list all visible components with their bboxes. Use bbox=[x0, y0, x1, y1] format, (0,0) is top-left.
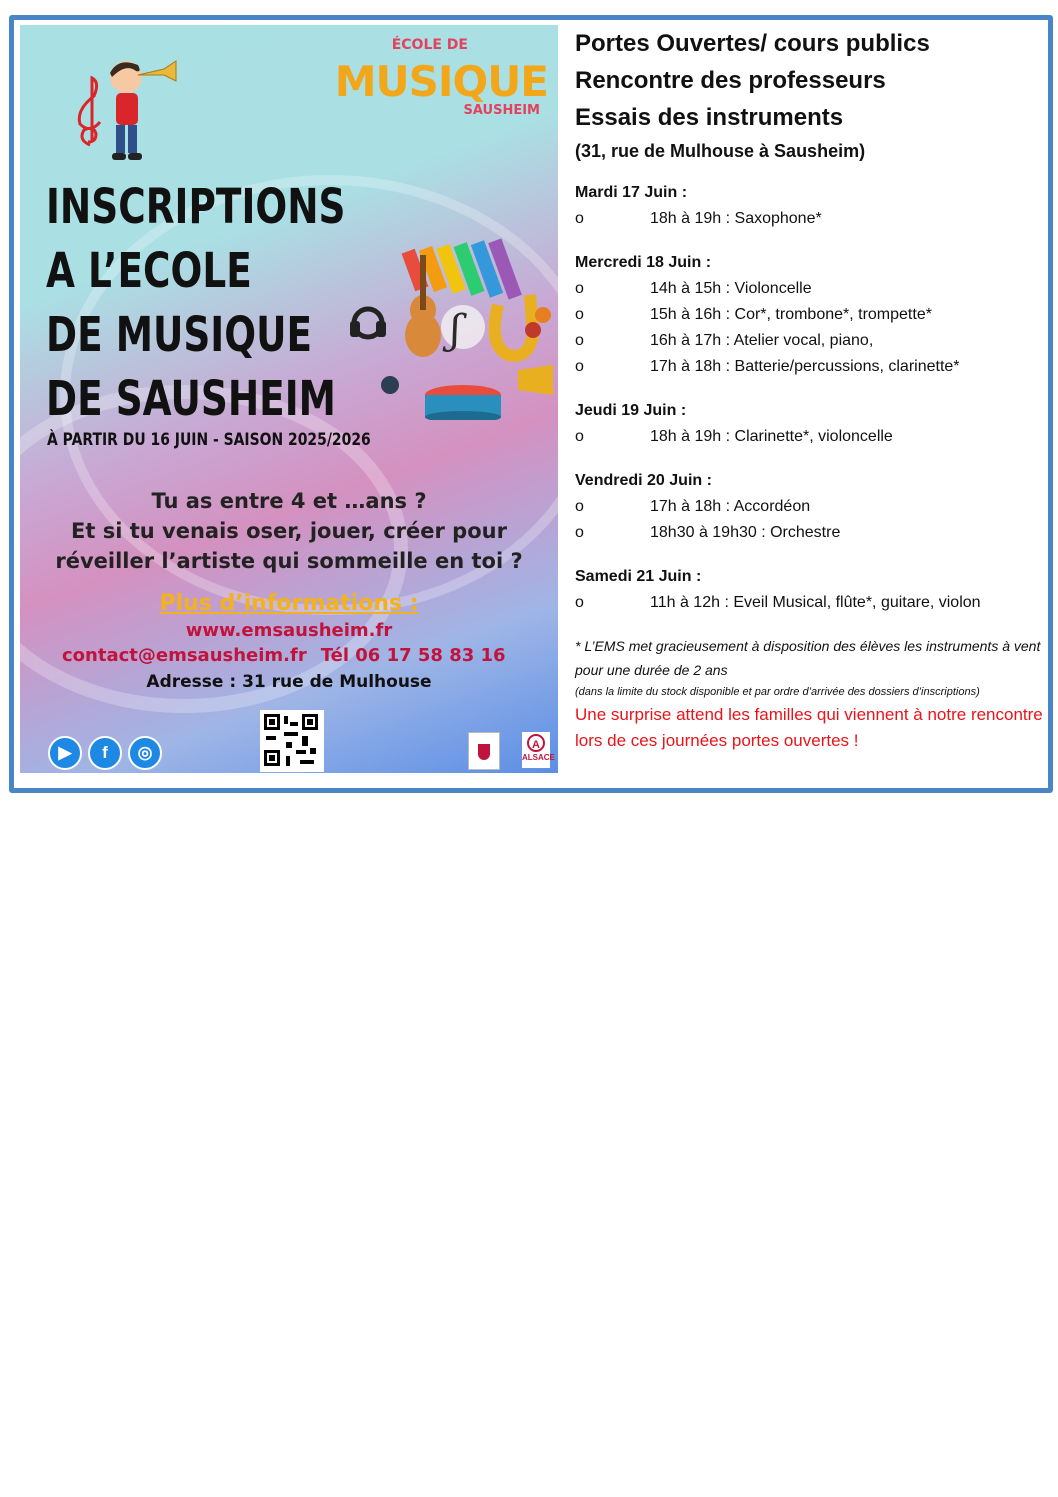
sausheim-crest bbox=[468, 732, 500, 770]
poster-tagline bbox=[20, 486, 558, 576]
loan-note-detail: (dans la limite du stock disponible et par ordre d’arrivée des dossiers d’inscriptions) bbox=[575, 686, 980, 698]
bullet: o bbox=[575, 428, 584, 445]
bullet: o bbox=[575, 280, 584, 297]
info-title: Essais des instruments bbox=[575, 104, 844, 131]
day-heading: Jeudi 19 Juin : bbox=[575, 402, 687, 419]
time-slot bbox=[575, 302, 1045, 328]
bullet: o bbox=[575, 306, 584, 323]
bullet: o bbox=[575, 498, 584, 515]
more-info-heading: Plus d’informations : bbox=[159, 591, 419, 616]
slot-text: 18h à 19h : Saxophone* bbox=[650, 210, 822, 227]
loan-note: * L’EMS met gracieusement à disposition des élèves les instruments à vent pour une durée de 2 ans bbox=[575, 638, 1041, 678]
poster-image bbox=[20, 25, 558, 773]
time-slot bbox=[575, 206, 1045, 232]
logo-line-2: MUSIQUE bbox=[334, 57, 548, 106]
event-info bbox=[575, 25, 1045, 754]
time-slot bbox=[575, 424, 1045, 450]
time-slot bbox=[575, 354, 1045, 380]
day-heading: Mardi 17 Juin : bbox=[575, 184, 688, 201]
slot-text: 17h à 18h : Accordéon bbox=[650, 498, 811, 515]
youtube-icon[interactable]: ▶ bbox=[48, 736, 82, 770]
facebook-icon[interactable]: f bbox=[88, 736, 122, 770]
day-heading: Samedi 21 Juin : bbox=[575, 568, 702, 585]
time-slot bbox=[575, 494, 1045, 520]
bullet: o bbox=[575, 358, 584, 375]
tagline-line: réveiller l’artiste qui sommeille en toi ? bbox=[55, 549, 523, 573]
slot-text: 11h à 12h : Eveil Musical, flûte*, guitare, violon bbox=[650, 594, 981, 611]
school-logo bbox=[334, 35, 548, 135]
alsace-logo: A ALSACE bbox=[522, 732, 550, 768]
slot-text: 16h à 17h : Atelier vocal, piano, bbox=[650, 332, 874, 349]
email-link[interactable]: contact@emsausheim.fr bbox=[62, 645, 307, 666]
poster-address: Adresse : 31 rue de Mulhouse bbox=[146, 672, 432, 692]
bullet: o bbox=[575, 210, 584, 227]
poster-headline bbox=[46, 175, 346, 431]
bullet: o bbox=[575, 594, 584, 611]
info-title: Rencontre des professeurs bbox=[575, 67, 886, 94]
instagram-icon[interactable]: ◎ bbox=[128, 736, 162, 770]
time-slot bbox=[575, 590, 1045, 616]
contact-line bbox=[62, 645, 506, 666]
headline-line: INSCRIPTIONS bbox=[46, 179, 346, 235]
slot-text: 18h à 19h : Clarinette*, violoncelle bbox=[650, 428, 893, 445]
svg-text:ʃ: ʃ bbox=[450, 307, 461, 353]
day-heading: Mercredi 18 Juin : bbox=[575, 254, 712, 271]
headline-line: DE SAUSHEIM bbox=[46, 371, 336, 427]
time-slot bbox=[575, 276, 1045, 302]
slot-text: 17h à 18h : Batterie/percussions, clarinette* bbox=[650, 358, 960, 375]
headline-line: A L’ECOLE bbox=[46, 243, 252, 299]
bullet: o bbox=[575, 332, 584, 349]
alsace-logo-label: ALSACE bbox=[522, 753, 555, 762]
day-heading: Vendredi 20 Juin : bbox=[575, 472, 712, 489]
slot-text: 18h30 à 19h30 : Orchestre bbox=[650, 524, 841, 541]
headline-line: DE MUSIQUE bbox=[46, 307, 313, 363]
time-slot bbox=[575, 520, 1045, 546]
qr-code[interactable] bbox=[260, 710, 324, 772]
info-address: (31, rue de Mulhouse à Sausheim) bbox=[575, 141, 866, 161]
treble-clef-icon bbox=[70, 70, 110, 150]
instruments-illustration bbox=[338, 225, 553, 420]
website-link[interactable]: www.emsausheim.fr bbox=[185, 620, 393, 641]
tagline-line: Et si tu venais oser, jouer, créer pour bbox=[71, 519, 507, 543]
child-trumpet-illustration bbox=[98, 55, 178, 170]
logo-line-3: SAUSHEIM bbox=[463, 103, 540, 118]
surprise-announcement: Une surprise attend les familles qui viennent à notre rencontre lors de ces journées portes ouvertes ! bbox=[575, 705, 1043, 750]
slot-text: 15h à 16h : Cor*, trombone*, trompette* bbox=[650, 306, 932, 323]
logo-line-1: ÉCOLE DE bbox=[391, 37, 468, 53]
slot-text: 14h à 15h : Violoncelle bbox=[650, 280, 812, 297]
time-slot bbox=[575, 328, 1045, 354]
tagline-line: Tu as entre 4 et …ans ? bbox=[151, 489, 427, 513]
info-title: Portes Ouvertes/ cours publics bbox=[575, 30, 930, 57]
season-subtitle: À PARTIR DU 16 JUIN - SAISON 2025/2026 bbox=[47, 430, 371, 450]
phone-number: Tél 06 17 58 83 16 bbox=[320, 645, 506, 666]
bullet: o bbox=[575, 524, 584, 541]
